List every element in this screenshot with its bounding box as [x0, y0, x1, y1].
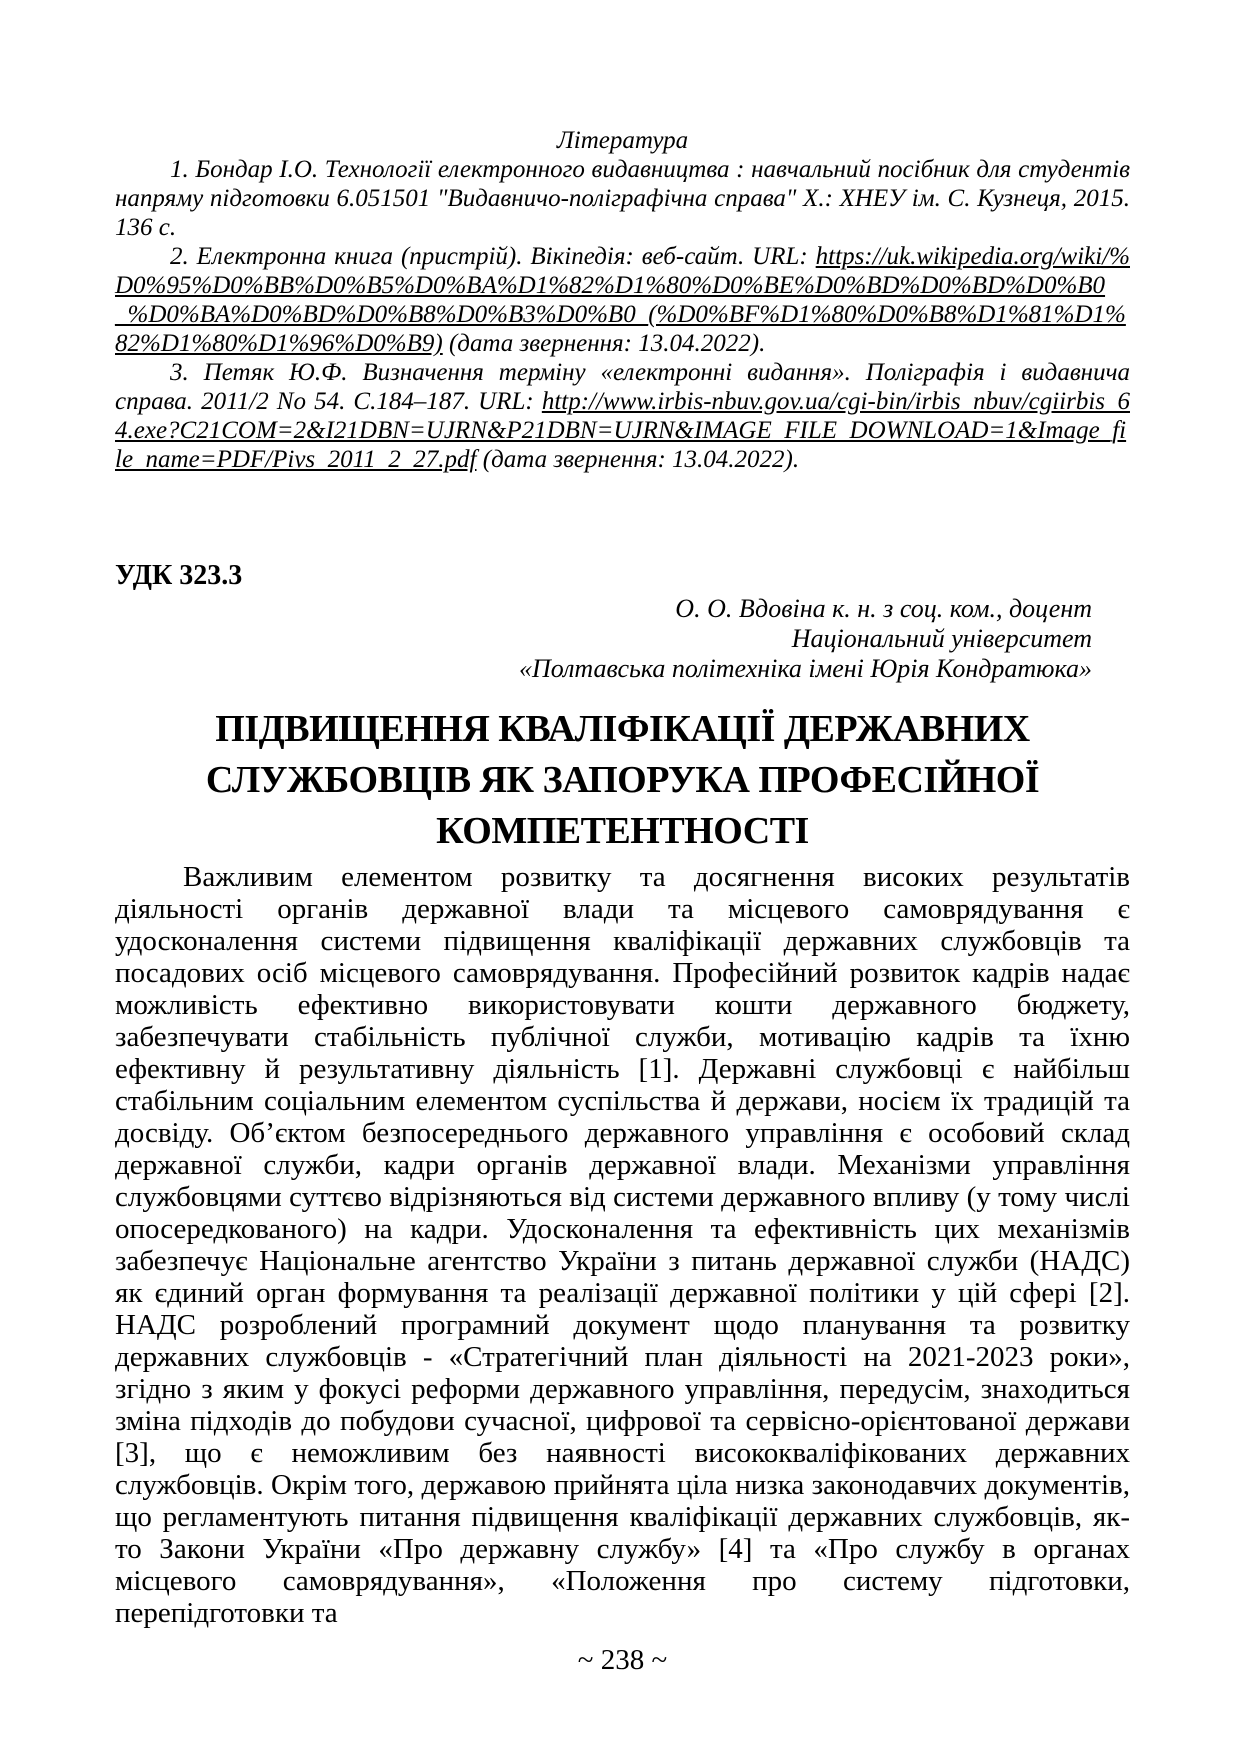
- references-heading: Література: [556, 127, 689, 154]
- page-number: ~ 238 ~: [577, 1644, 668, 1676]
- reference-item-3: [115, 358, 1130, 474]
- references-section: [115, 126, 1130, 474]
- author-name-degree: О. О. Вдовіна к. н. з соц. ком., доцент: [675, 594, 1092, 623]
- reference-2-text: 2. Електронна книга (пристрій). Вікіпедія: веб-сайт. URL:: [170, 243, 816, 270]
- reference-1-text: 1. Бондар І.О. Технології електронного видавництва : навчальний посібник для студентів напряму підготовки 6.051501 "Видавничо-поліграфічна справа" Х.: ХНЕУ ім. С. Кузнеця, 2015. 136 с.: [115, 156, 1130, 241]
- reference-2-url-link[interactable]: https://uk.wikipedia.org/wiki/%D0%95%D0%BB%D0%B5%D0%BA%D1%82%D1%80%D0%BE%D0%BD%D0%BD%D0%B0_%D0%BA%D0%BD%D0%B8%D0%B3%D0%B0_(%D0%BF%D1%80%D0%B8%D1%81%D1%82%D1%80%D1%96%D0%B9): [115, 243, 1130, 357]
- reference-3-text: 3. Петяк Ю.Ф. Визначення терміну «електронні видання». Поліграфія і видавнича справа. 2011/2 No 54. С.184–187. URL:: [115, 359, 1130, 415]
- article-title: ПІДВИЩЕННЯ КВАЛІФІКАЦІЇ ДЕРЖАВНИХ СЛУЖБОВЦІВ ЯК ЗАПОРУКА ПРОФЕСІЙНОЇ КОМПЕТЕНТНОСТІ: [205, 708, 1040, 852]
- udk-code: УДК 323.3: [115, 560, 243, 591]
- reference-item-1: [115, 155, 1130, 242]
- author-block: [115, 594, 1130, 684]
- article-body-paragraph: Важливим елементом розвитку та досягнення високих результатів діяльності органів державної влади та місцевого самоврядування є удосконалення системи підвищення кваліфікації державних службовців та посадових осіб місцевого самоврядування. Професійний розвиток кадрів надає можливість ефективно використовувати кошти державного бюджету, забезпечувати стабільність публічної служби, мотивацію кадрів та їхню ефективну й результативну діяльність [1]. Державні службовці є найбільш стабільним соціальним елементом суспільства й держави, носієм їх традицій та досвіду. Об’єктом безпосереднього державного управління є особовий склад державної служби, кадри органів державної влади. Механізми управління службовцями суттєво відрізняються від системи державного впливу (у тому числі опосередкованого) на кадри. Удосконалення та ефективність цих механізмів забезпечує Національне агентство України з питань державної служби (НАДС) як єдиний орган формування та реалізації державної політики у цій сфері [2]. НАДС розроблений програмний документ щодо планування та розвитку державних службовців - «Стратегічний план діяльності на 2021-2023 роки», згідно з яким у фокусі реформи державного управління, передусім, знаходиться зміна підходів до побудови сучасної, цифрової та сервісно-орієнтованої держави [3], що є неможливим без наявності висококваліфікованих державних службовців. Окрім того, державою прийнята ціла низка законодавчих документів, що регламентують питання підвищення кваліфікації державних службовців, як-то Закони України «Про державну службу» [4] та «Про службу в органах місцевого самоврядування», «Положення про систему підготовки, перепідготовки та: [115, 861, 1130, 1629]
- author-affiliation-line-2: «Полтавська політехніка імені Юрія Кондратюка»: [518, 654, 1092, 683]
- author-affiliation-line-1: Національний університет: [791, 624, 1092, 653]
- reference-3-url-link[interactable]: http://www.irbis-nbuv.gov.ua/cgi-bin/irbis_nbuv/cgiirbis_64.exe?C21COM=2&I21DBN=UJRN&P21DBN=UJRN&IMAGE_FILE_DOWNLOAD=1&Image_file_name=PDF/Pivs_2011_2_27.pdf: [115, 388, 1130, 473]
- reference-3-access-date: (дата звернення: 13.04.2022).: [476, 446, 800, 473]
- reference-2-access-date: (дата звернення: 13.04.2022).: [442, 330, 766, 357]
- reference-item-2: [115, 242, 1130, 358]
